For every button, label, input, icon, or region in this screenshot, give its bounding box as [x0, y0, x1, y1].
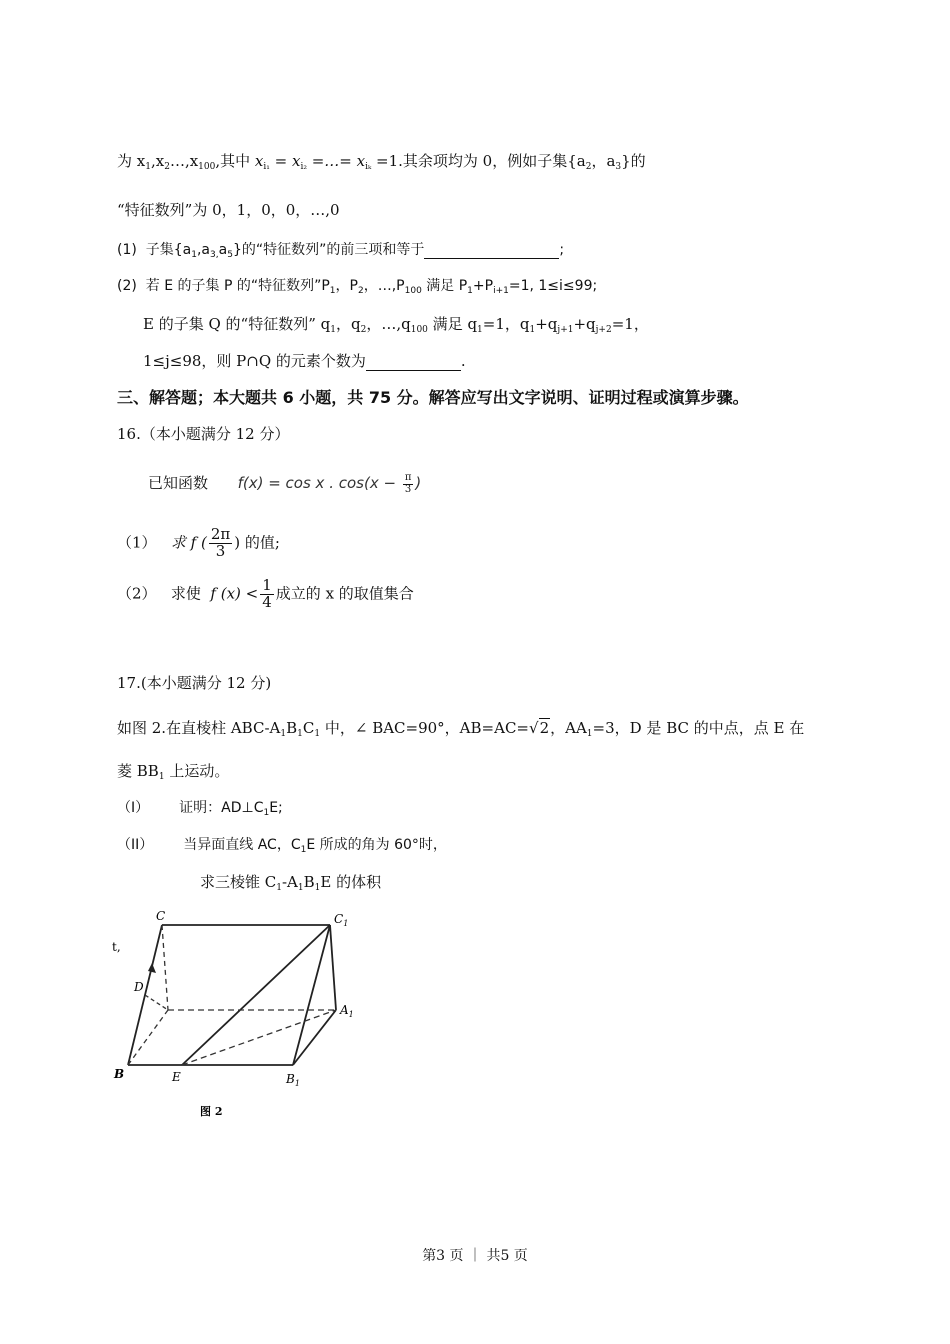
- math: x: [254, 152, 264, 170]
- text: ，…,P: [363, 278, 405, 294]
- numerator: 1: [262, 576, 272, 594]
- text: B: [286, 719, 298, 737]
- sub: 2: [360, 325, 367, 335]
- sub: 1: [297, 883, 304, 893]
- part-label: (1): [117, 242, 137, 258]
- hidden-segment-e-a1: [182, 1010, 336, 1065]
- numerator: 2π: [210, 525, 231, 543]
- sub: 1: [467, 286, 473, 296]
- sub: 1: [314, 729, 321, 739]
- sub: 2: [164, 162, 170, 172]
- math: =…= x: [306, 152, 366, 170]
- hidden-segment-d-a: [145, 995, 168, 1010]
- text: 1≤j≤98，则 P∩Q 的元素个数为: [143, 352, 366, 370]
- q17-part-1: [117, 797, 283, 818]
- text: 为 x: [117, 152, 146, 170]
- denominator: 3: [215, 541, 226, 560]
- segment-c1-e: [182, 925, 330, 1065]
- text: +q: [573, 315, 596, 333]
- sub: 100: [404, 286, 422, 296]
- q17-line-1: 如图 2.在直棱柱 ABC-$A_1B_1C_1$ 中，∠ BAC=90°，AB=AC=√2，$AA_1=3$，D 是 BC 的中点，点 E 在: [117, 719, 805, 739]
- label-c1: $C_1$: [334, 912, 349, 928]
- label-b1: $B_1$: [286, 1072, 300, 1088]
- two-pi-over-3-fraction: [209, 527, 232, 560]
- text: E;: [269, 800, 283, 816]
- q15-part-2-line-3: [143, 350, 466, 371]
- text: -A: [281, 873, 298, 891]
- part-label: （2）: [117, 584, 157, 603]
- text: ): [415, 474, 422, 492]
- text: 求 f (: [170, 533, 207, 552]
- text: ) 的值;: [234, 533, 280, 552]
- text: E 所成的角为 60°时，: [306, 837, 447, 853]
- text: 中，∠ BAC=90°，AB=AC=: [320, 719, 529, 737]
- text: ，a: [591, 152, 616, 170]
- math: f (x) <: [210, 584, 259, 603]
- q16-title: 16.（本小题满分 12 分）: [117, 425, 290, 443]
- answer-blank[interactable]: [424, 242, 559, 259]
- sub: 1: [314, 883, 321, 893]
- text: ,其中: [215, 152, 255, 170]
- intro-line-2: “特征数列”为 0，1，0，0，…,0: [117, 201, 340, 219]
- text: ，AA: [550, 719, 587, 737]
- sub: 1: [477, 325, 483, 335]
- sub: i₁: [263, 162, 270, 172]
- text: 若 E 的子集 P 的“特征数列”P: [145, 278, 330, 294]
- q15-part-2-line-2: [143, 313, 649, 335]
- text: 满足 P: [421, 278, 468, 294]
- sub: 1: [297, 729, 303, 739]
- text: 求使: [170, 584, 201, 603]
- sub: 1: [191, 250, 197, 260]
- text: +P: [472, 278, 494, 294]
- part-label: （I）: [117, 800, 150, 816]
- text: }的: [621, 152, 646, 170]
- page-footer: 第3 页 ｜ 共5 页: [422, 1248, 528, 1264]
- text: 求三棱锥 C: [200, 873, 277, 891]
- text: 成立的 x 的取值集合: [275, 584, 414, 603]
- one-quarter-fraction: [260, 578, 274, 611]
- prism-figure: [110, 905, 370, 1125]
- q16-part-1: [117, 527, 280, 560]
- edge-c1-b1: [293, 925, 330, 1065]
- q17-part-2-cont: [200, 871, 381, 893]
- sub: j+2: [595, 325, 612, 335]
- text: ，P: [335, 278, 358, 294]
- text: 上运动。: [164, 762, 230, 780]
- text: E 的子集 Q 的“特征数列” q: [143, 315, 331, 333]
- sub: 1: [586, 729, 593, 739]
- text: 已知函数: [148, 474, 209, 492]
- q17-line-2: [117, 760, 229, 782]
- denominator: 3: [404, 483, 412, 495]
- denominator: 4: [262, 592, 272, 611]
- text: 菱 BB: [117, 762, 159, 780]
- sub: 1: [145, 162, 151, 172]
- text: E 的体积: [320, 873, 382, 891]
- label-c: C: [156, 909, 166, 923]
- text: ;: [559, 242, 565, 258]
- sub: 1: [329, 286, 336, 296]
- hidden-edge-c-a: [162, 925, 168, 1010]
- text: +q: [535, 315, 558, 333]
- text: =1.其余项均为 0，例如子集{a: [371, 152, 586, 170]
- sub: 2: [585, 162, 592, 172]
- text: =1，: [611, 315, 649, 333]
- q17-part-2: [117, 834, 447, 855]
- text: B: [303, 873, 315, 891]
- sub: 2: [357, 286, 364, 296]
- text: 当异面直线 AC，C: [183, 837, 301, 853]
- sqrt-radicand: 2: [539, 719, 550, 737]
- sub: 1: [263, 808, 270, 818]
- sub: 1: [276, 883, 282, 893]
- q17-title: 17.(本小题满分 12 分): [117, 674, 272, 692]
- math: = x: [269, 152, 301, 170]
- label-d: D: [134, 980, 144, 994]
- sub: 100: [198, 162, 216, 172]
- text: .: [460, 352, 466, 370]
- sub: 100: [410, 325, 428, 335]
- part-label: （1）: [117, 533, 157, 552]
- sub: 1: [300, 845, 307, 855]
- q15-part-1: [117, 239, 564, 260]
- figure-caption: 图 2: [200, 1105, 223, 1118]
- text: 证明：AD⊥C: [179, 800, 264, 816]
- numerator: π: [404, 472, 412, 483]
- text: =1, 1≤i≤99;: [508, 278, 598, 294]
- sub: 3,: [210, 250, 219, 260]
- sub: 5: [227, 250, 233, 260]
- sub: 1: [158, 772, 165, 782]
- sub: j+1: [557, 325, 574, 335]
- sub: iₖ: [365, 162, 372, 172]
- text: }的“特征数列”的前三项和等于: [232, 242, 425, 258]
- sub: 1: [280, 729, 287, 739]
- sub: 1: [529, 325, 536, 335]
- text: ,x: [150, 152, 165, 170]
- intro-line-1: [117, 150, 646, 172]
- edge-c1-a1: [330, 925, 336, 1010]
- sub: 1: [330, 325, 336, 335]
- label-e: E: [172, 1070, 181, 1084]
- sub: i+1: [493, 286, 509, 296]
- text: =1，q: [482, 315, 530, 333]
- arrow-mark: [148, 963, 156, 973]
- label-t: t,: [112, 940, 121, 954]
- part-label: (2): [117, 278, 137, 294]
- text: a: [218, 242, 228, 258]
- label-a1: $A_1$: [340, 1003, 354, 1019]
- text: 子集{a: [145, 242, 192, 258]
- text: ，…,q: [366, 315, 411, 333]
- label-b: B: [114, 1067, 125, 1081]
- part-label: （II）: [117, 837, 154, 853]
- text: …,x: [169, 152, 199, 170]
- sub: 3: [615, 162, 622, 172]
- sub: i₂: [300, 162, 307, 172]
- text: 满足 q: [427, 315, 478, 333]
- section-3-heading: 三、解答题；本大题共 6 小题，共 75 分。解答应写出文字说明、证明过程或演算步骤。: [117, 388, 749, 407]
- q16-part-2: [117, 578, 414, 611]
- function-expression: f(x) = cos x . cos(x −: [237, 474, 401, 492]
- q15-part-2-line-1: [117, 275, 597, 296]
- pi-over-3-fraction: [403, 473, 414, 495]
- answer-blank[interactable]: [366, 352, 461, 371]
- text: ,a: [196, 242, 211, 258]
- text: 如图 2.在直棱柱 ABC-A: [117, 719, 281, 737]
- text: C: [302, 719, 315, 737]
- text: =3，D 是 BC 的中点，点 E 在: [592, 719, 805, 737]
- text: ，q: [336, 315, 361, 333]
- q16-given: [148, 472, 421, 495]
